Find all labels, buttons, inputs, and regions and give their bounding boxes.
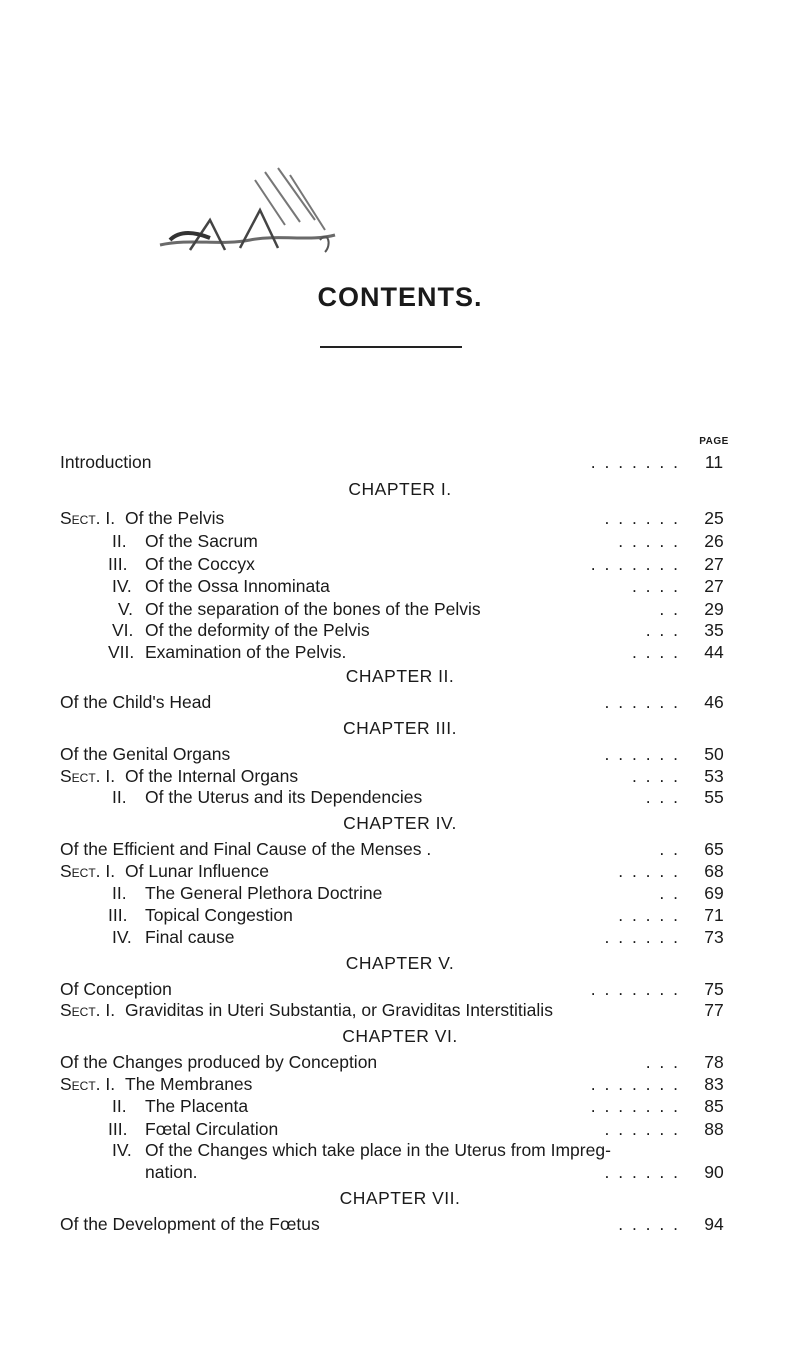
entry-title: Of the Changes which take place in the Uterus from Impreg- [145, 1140, 611, 1160]
contents-entry [0, 1073, 800, 1095]
entry-title: nation. [145, 1162, 198, 1182]
entry-page-number: 44 [704, 642, 724, 662]
entry-title: Of the Development of the Fœtus [60, 1214, 320, 1234]
entry-section-number: IV. [112, 576, 132, 596]
entry-section-number: II. [112, 883, 127, 903]
contents-entry [0, 619, 800, 641]
contents-entry [0, 598, 800, 620]
leader-dots: . . . . . [618, 861, 680, 881]
contents-entry [0, 904, 800, 926]
entry-section-number: Sect. I. [60, 861, 116, 881]
page-title: CONTENTS. [317, 282, 483, 312]
contents-entry [0, 926, 800, 948]
contents-entry [0, 1051, 800, 1073]
entry-page-number: 83 [704, 1074, 724, 1094]
entry-title: Of the separation of the bones of the Pelvis [145, 599, 481, 619]
entry-section-number: III. [108, 554, 128, 574]
leader-dots: . . . . . . [604, 692, 680, 712]
contents-entry [0, 530, 800, 552]
entry-section-number: IV. [112, 927, 132, 947]
contents-entry [0, 743, 800, 765]
contents-entry [0, 451, 800, 473]
contents-entry [0, 553, 800, 575]
entry-page-number: 78 [704, 1052, 724, 1072]
leader-dots: . . . . . . . [590, 1096, 680, 1116]
entry-title: Of the Changes produced by Conception [60, 1052, 378, 1072]
entry-title: The Placenta [145, 1096, 249, 1116]
contents-entry [0, 641, 800, 663]
leader-dots: . . . . . . . [590, 979, 680, 999]
page-column-header: PAGE [699, 436, 729, 447]
entry-title: Of the Sacrum [145, 531, 258, 551]
entry-title: Of the Internal Organs [125, 766, 299, 786]
entry-page-number: 88 [704, 1119, 724, 1139]
entry-section-number: Sect. I. [60, 1000, 116, 1020]
entry-title: Of the Uterus and its Dependencies [145, 787, 423, 807]
leader-dots: . . . [645, 787, 680, 807]
leader-dots: . . . [645, 620, 680, 640]
entry-page-number: 68 [704, 861, 724, 881]
chapter-heading: CHAPTER VII. [339, 1188, 461, 1208]
entry-page-number: 55 [704, 787, 724, 807]
entry-title: Examination of the Pelvis. [145, 642, 347, 662]
entry-title: Of the deformity of the Pelvis [145, 620, 370, 640]
contents-entry [0, 1213, 800, 1235]
chapter-heading: CHAPTER VI. [342, 1026, 458, 1046]
entry-title: Topical Congestion [145, 905, 293, 925]
entry-section-number: II. [112, 787, 127, 807]
leader-dots: . . . . . [618, 1214, 680, 1234]
contents-entry [0, 978, 800, 1000]
entry-title: Of the Genital Organs [60, 744, 231, 764]
contents-entry [0, 838, 800, 860]
leader-dots: . . . . . . . [590, 452, 680, 472]
chapter-heading: CHAPTER V. [345, 953, 455, 973]
contents-entry [0, 507, 800, 529]
contents-entry [0, 1161, 800, 1183]
entry-section-number: VI. [112, 620, 134, 640]
leader-dots: . . . . [631, 576, 680, 596]
contents-entry [0, 1118, 800, 1140]
leader-dots: . . . . . . [604, 1162, 680, 1182]
leader-dots: . . [659, 883, 680, 903]
chapter-heading: CHAPTER I. [348, 479, 452, 499]
leader-dots: . . . . . [618, 531, 680, 551]
entry-section-number: III. [108, 1119, 128, 1139]
entry-page-number: 65 [704, 839, 724, 859]
entry-page-number: 71 [704, 905, 724, 925]
leader-dots: . . . . . . . [590, 1074, 680, 1094]
entry-section-number: IV. [112, 1140, 132, 1160]
contents-entry [0, 765, 800, 787]
entry-page-number: 29 [704, 599, 724, 619]
entry-page-number: 69 [704, 883, 724, 903]
entry-page-number: 25 [704, 508, 724, 528]
leader-dots: . . . . . . [604, 744, 680, 764]
entry-title: Fœtal Circulation [145, 1119, 279, 1139]
leader-dots: . . . [645, 1052, 680, 1072]
contents-entry [0, 860, 800, 882]
entry-page-number: 73 [704, 927, 724, 947]
entry-page-number: 94 [704, 1214, 724, 1234]
leader-dots: . . . . [631, 766, 680, 786]
chapter-heading: CHAPTER III. [343, 718, 457, 738]
entry-title: Of the Ossa Innominata [145, 576, 330, 596]
contents-entry [0, 691, 800, 713]
entry-title: The Membranes [125, 1074, 253, 1094]
entry-page-number: 27 [704, 576, 724, 596]
entry-title: Introduction [60, 452, 152, 472]
leader-dots: . . . . . . [604, 1119, 680, 1139]
leader-dots: . . [659, 839, 680, 859]
leader-dots: . . . . . . [604, 508, 680, 528]
entry-section-number: Sect. I. [60, 1074, 116, 1094]
leader-dots: . . [659, 599, 680, 619]
entry-section-number: V. [118, 599, 133, 619]
entry-title: Graviditas in Uteri Substantia, or Graviditas Interstitialis [125, 1000, 553, 1020]
contents-entry [0, 1095, 800, 1117]
entry-section-number: III. [108, 905, 128, 925]
entry-page-number: 50 [704, 744, 724, 764]
entry-page-number: 11 [704, 452, 724, 472]
chapter-heading: CHAPTER II. [345, 666, 455, 686]
contents-entry [0, 786, 800, 808]
entry-page-number: 85 [704, 1096, 724, 1116]
leader-dots: . . . . . [618, 905, 680, 925]
entry-title: Final cause [145, 927, 235, 947]
entry-section-number: Sect. I. [60, 766, 116, 786]
entry-title: The General Plethora Doctrine [145, 883, 383, 903]
title-divider [320, 346, 462, 348]
entry-page-number: 75 [704, 979, 724, 999]
entry-page-number: 46 [704, 692, 724, 712]
entry-page-number: 53 [704, 766, 724, 786]
entry-title: Of the Coccyx [145, 554, 255, 574]
contents-entry [0, 575, 800, 597]
leader-dots: . . . . . . . [590, 554, 680, 574]
entry-page-number: 27 [704, 554, 724, 574]
contents-entry [0, 1139, 800, 1161]
leader-dots: . . . . . . [604, 927, 680, 947]
entry-section-number: VII. [108, 642, 135, 662]
entry-section-number: Sect. I. [60, 508, 116, 528]
leader-dots: . . . . [631, 642, 680, 662]
entry-section-number: II. [112, 1096, 127, 1116]
chapter-heading: CHAPTER IV. [343, 813, 457, 833]
entry-title: Of the Child's Head [60, 692, 212, 712]
entry-page-number: 26 [704, 531, 724, 551]
entry-title: Of Conception [60, 979, 172, 999]
entry-title: Of the Pelvis [125, 508, 225, 528]
contents-entry [0, 999, 800, 1021]
torn-ink-mark-icon [150, 150, 350, 260]
entry-title: Of Lunar Influence [125, 861, 269, 881]
entry-page-number: 90 [704, 1162, 724, 1182]
entry-page-number: 35 [704, 620, 724, 640]
contents-entry [0, 882, 800, 904]
entry-title: Of the Efficient and Final Cause of the Menses . [60, 839, 432, 859]
entry-page-number: 77 [704, 1000, 724, 1020]
entry-section-number: II. [112, 531, 127, 551]
